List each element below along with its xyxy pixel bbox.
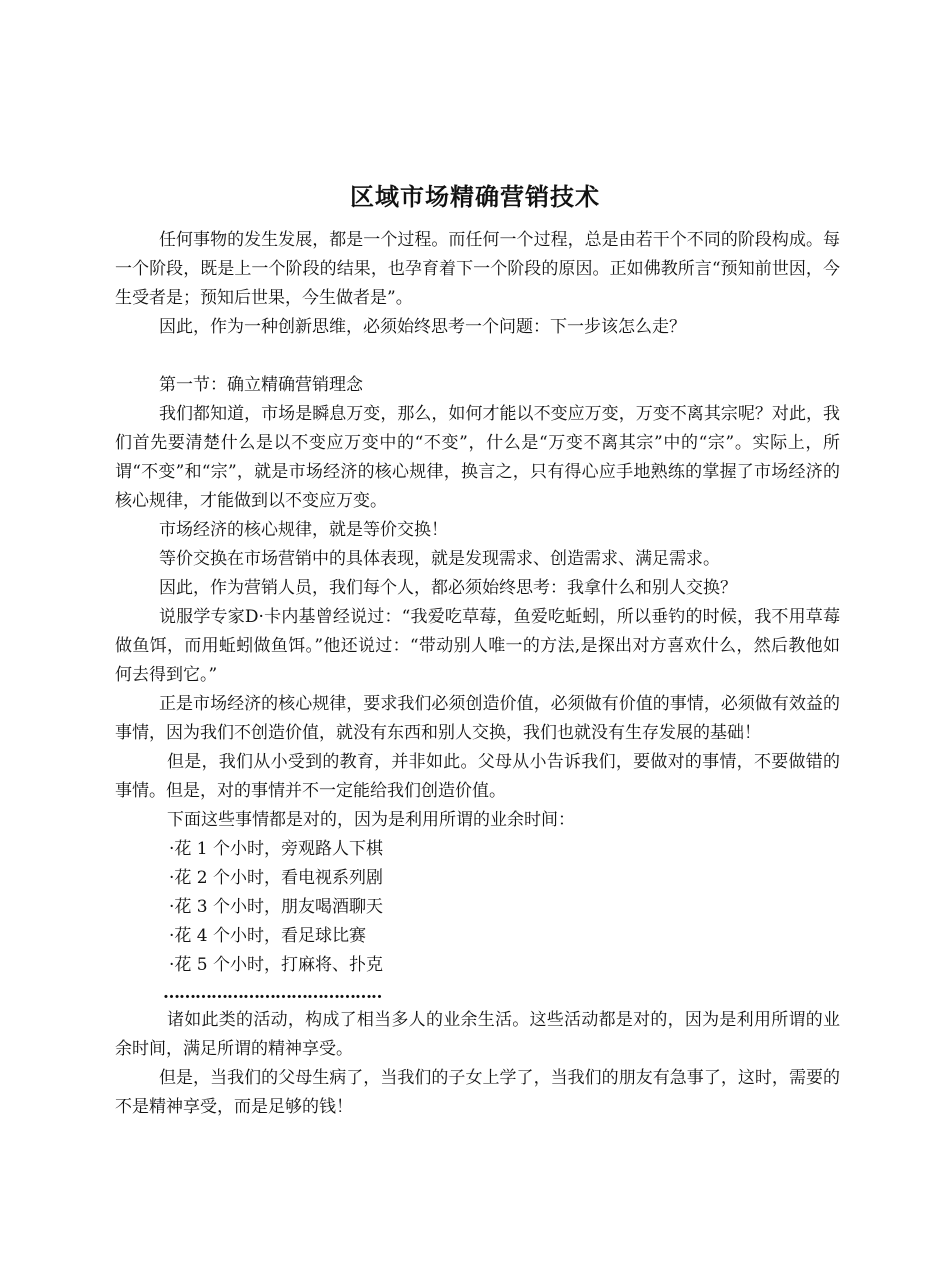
list-item: ·花 4 个小时，看足球比赛 — [169, 926, 367, 946]
paragraph-sales: 因此，作为营销人员，我们每个人，都必须始终思考：我拿什么和别人交换？ — [159, 578, 737, 598]
section-heading: 第一节：确立精确营销理念 — [159, 375, 363, 395]
paragraph-market: 我们都知道，市场是瞬息万变，那么，如何才能以不变应万变，万变不离其宗呢？对此，我们首先要清楚什么是以不变应万变中的“不变”，什么是“万变不离其宗”中的“宗”。实际上，所谓“不变”和“宗”，就是市场经济的核心规律，换言之，只有得心应手地熟练的掌握了市场经济的核心规律，才能做到以不变应万变。 — [115, 404, 840, 511]
paragraph-intro: 任何事物的发生发展，都是一个过程。而任何一个过程，总是由若干个不同的阶段构成。每一个阶段，既是上一个阶段的结果，也孕育着下一个阶段的原因。正如佛教所言“预知前世因，今生受者是；预知后世果，今生做者是”。 — [115, 230, 840, 308]
paragraph-exchange: 等价交换在市场营销中的具体表现，就是发现需求、创造需求、满足需求。 — [159, 549, 720, 569]
paragraph-activities: 诸如此类的活动，构成了相当多人的业余生活。这些活动都是对的，因为是利用所谓的业余时间，满足所谓的精神享受。 — [115, 1010, 840, 1059]
paragraph-money: 但是，当我们的父母生病了，当我们的子女上学了，当我们的朋友有急事了，这时，需要的不是精神享受，而是足够的钱！ — [115, 1068, 840, 1117]
list-item: ·花 3 个小时，朋友喝酒聊天 — [169, 897, 384, 917]
list-item: ·花 2 个小时，看电视系列剧 — [169, 868, 384, 888]
document-title: 区域市场精确营销技术 — [350, 183, 600, 212]
document-body — [115, 226, 840, 1122]
paragraph-leisure: 下面这些事情都是对的，因为是利用所谓的业余时间： — [167, 810, 575, 830]
paragraph-spacer — [115, 342, 840, 371]
list-item: ·花 1 个小时，旁观路人下棋 — [169, 839, 384, 859]
list-item: ·花 5 个小时，打麻将、扑克 — [169, 955, 384, 975]
paragraph-value: 正是市场经济的核心规律，要求我们必须创造价值，必须做有价值的事情，必须做有效益的事情，因为我们不创造价值，就没有东西和别人交换，我们也就没有生存发展的基础！ — [115, 694, 840, 743]
paragraph-carnegie: 说服学专家D·卡内基曾经说过：“我爱吃草莓，鱼爱吃蚯蚓，所以垂钓的时候，我不用草莓做鱼饵，而用蚯蚓做鱼饵。”他还说过：“带动别人唯一的方法,是探出对方喜欢什么，然后教他如何去得到它。” — [115, 607, 840, 685]
paragraph-core-law: 市场经济的核心规律，就是等价交换！ — [159, 520, 448, 540]
paragraph-thinking: 因此，作为一种创新思维，必须始终思考一个问题：下一步该怎么走？ — [159, 317, 686, 337]
ellipsis-line: …………………………………‥ — [163, 983, 382, 1003]
paragraph-education: 但是，我们从小受到的教育，并非如此。父母从小告诉我们，要做对的事情，不要做错的事情。但是，对的事情并不一定能给我们创造价值。 — [115, 752, 840, 801]
